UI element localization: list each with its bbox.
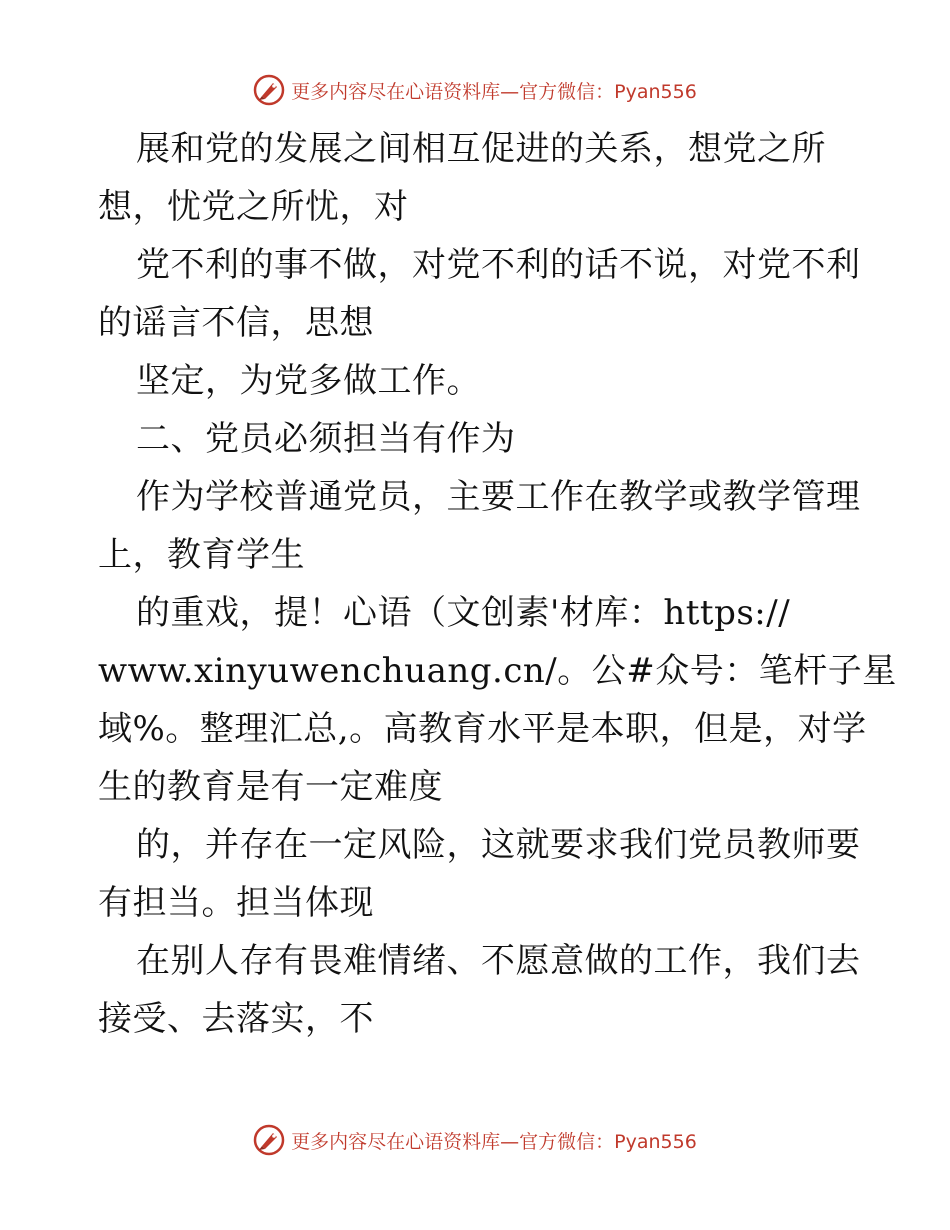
text-line: 的，并存在一定风险，这就要求我们党员教师要	[136, 825, 861, 865]
text-line: 上，教育学生	[98, 535, 305, 575]
text-line: 坚定，为党多做工作。	[136, 361, 481, 401]
text-line: 生的教育是有一定难度	[98, 767, 443, 807]
pen-nib-logo-icon	[253, 74, 285, 106]
text-line: 接受、去落实，不	[98, 999, 374, 1039]
text-line: 作为学校普通党员，主要工作在教学或教学管理	[136, 477, 861, 517]
text-line: www.xinyuwenchuang.cn/。公#众号：笔杆子星	[98, 651, 897, 691]
text-line: 的谣言不信，思想	[98, 303, 374, 343]
watermark-text: 更多内容尽在心语资料库—官方微信：Pyan556	[291, 80, 697, 103]
text-line: 有担当。担当体现	[98, 883, 374, 923]
watermark-text: 更多内容尽在心语资料库—官方微信：Pyan556	[291, 1130, 697, 1153]
text-line: 域%。整理汇总,。高教育水平是本职，但是，对学	[98, 709, 867, 749]
text-line: 党不利的事不做，对党不利的话不说，对党不利	[136, 245, 861, 285]
text-line: 在别人存有畏难情绪、不愿意做的工作，我们去	[136, 941, 861, 981]
text-line: 的重戏，提！心语（文创素'材库：https://	[136, 593, 791, 633]
pen-nib-logo-icon	[253, 1124, 285, 1156]
section-heading: 二、党员必须担当有作为	[136, 419, 516, 459]
text-line: 想，忧党之所忧，对	[98, 187, 409, 227]
text-line: 展和党的发展之间相互促进的关系，想党之所	[136, 129, 826, 169]
header-watermark	[0, 70, 950, 110]
footer-watermark	[0, 1120, 950, 1160]
document-body	[98, 120, 897, 1048]
